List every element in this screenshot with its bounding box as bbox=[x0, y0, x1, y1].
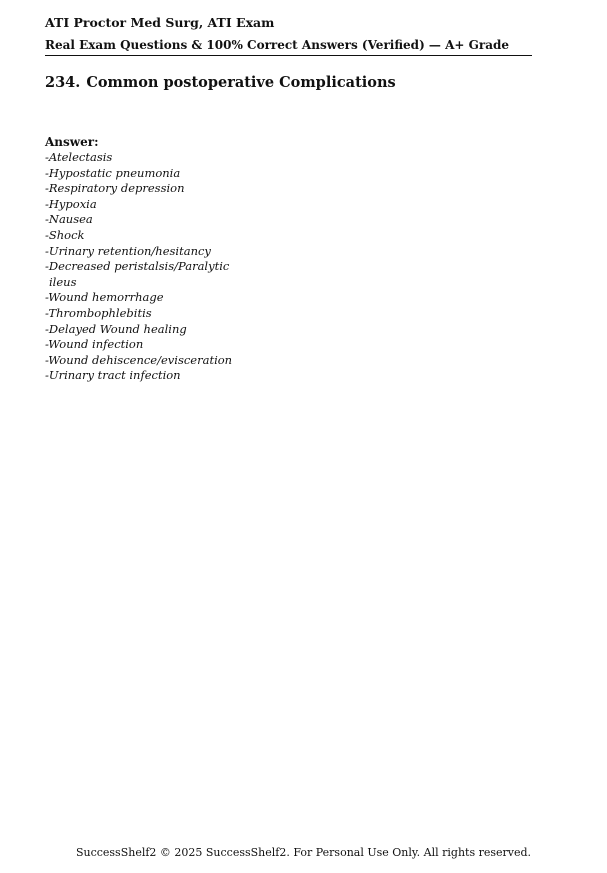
document-header bbox=[45, 14, 532, 56]
answer-list bbox=[45, 150, 285, 384]
question-number: 234. bbox=[45, 74, 81, 91]
header-subtitle: Real Exam Questions & 100% Correct Answers (Verified) — A+ Grade bbox=[45, 38, 510, 52]
answer-item: -Hypostatic pneumonia bbox=[45, 165, 181, 180]
answer-item: -Wound dehiscence/evisceration bbox=[45, 352, 233, 367]
answer-item: -Nausea bbox=[45, 212, 93, 227]
answer-item bbox=[45, 259, 285, 290]
answer-item-continuation: ileus bbox=[49, 274, 77, 289]
answer-item: -Wound infection bbox=[45, 337, 144, 352]
answer-item: -Atelectasis bbox=[45, 150, 113, 164]
answer-item: -Shock bbox=[45, 227, 85, 242]
answer-block bbox=[45, 135, 285, 384]
header-title: ATI Proctor Med Surg, ATI Exam bbox=[45, 15, 275, 30]
answer-label: Answer: bbox=[45, 135, 99, 149]
header-divider bbox=[45, 55, 532, 56]
page-footer: SuccessShelf2 © 2025 SuccessShelf2. For Personal Use Only. All rights reserved. bbox=[75, 846, 532, 859]
answer-item: -Urinary retention/hesitancy bbox=[45, 243, 211, 258]
answer-item: -Wound hemorrhage bbox=[45, 290, 164, 305]
answer-item-line: -Decreased peristalsis/Paralytic bbox=[45, 259, 230, 274]
answer-item: -Delayed Wound healing bbox=[45, 321, 187, 336]
question-heading bbox=[45, 74, 396, 91]
answer-item: -Urinary tract infection bbox=[45, 368, 181, 383]
answer-item: -Hypoxia bbox=[45, 196, 97, 211]
answer-item: -Respiratory depression bbox=[45, 181, 185, 196]
question-text: Common postoperative Complications bbox=[86, 74, 396, 91]
answer-item: -Thrombophlebitis bbox=[45, 305, 152, 320]
